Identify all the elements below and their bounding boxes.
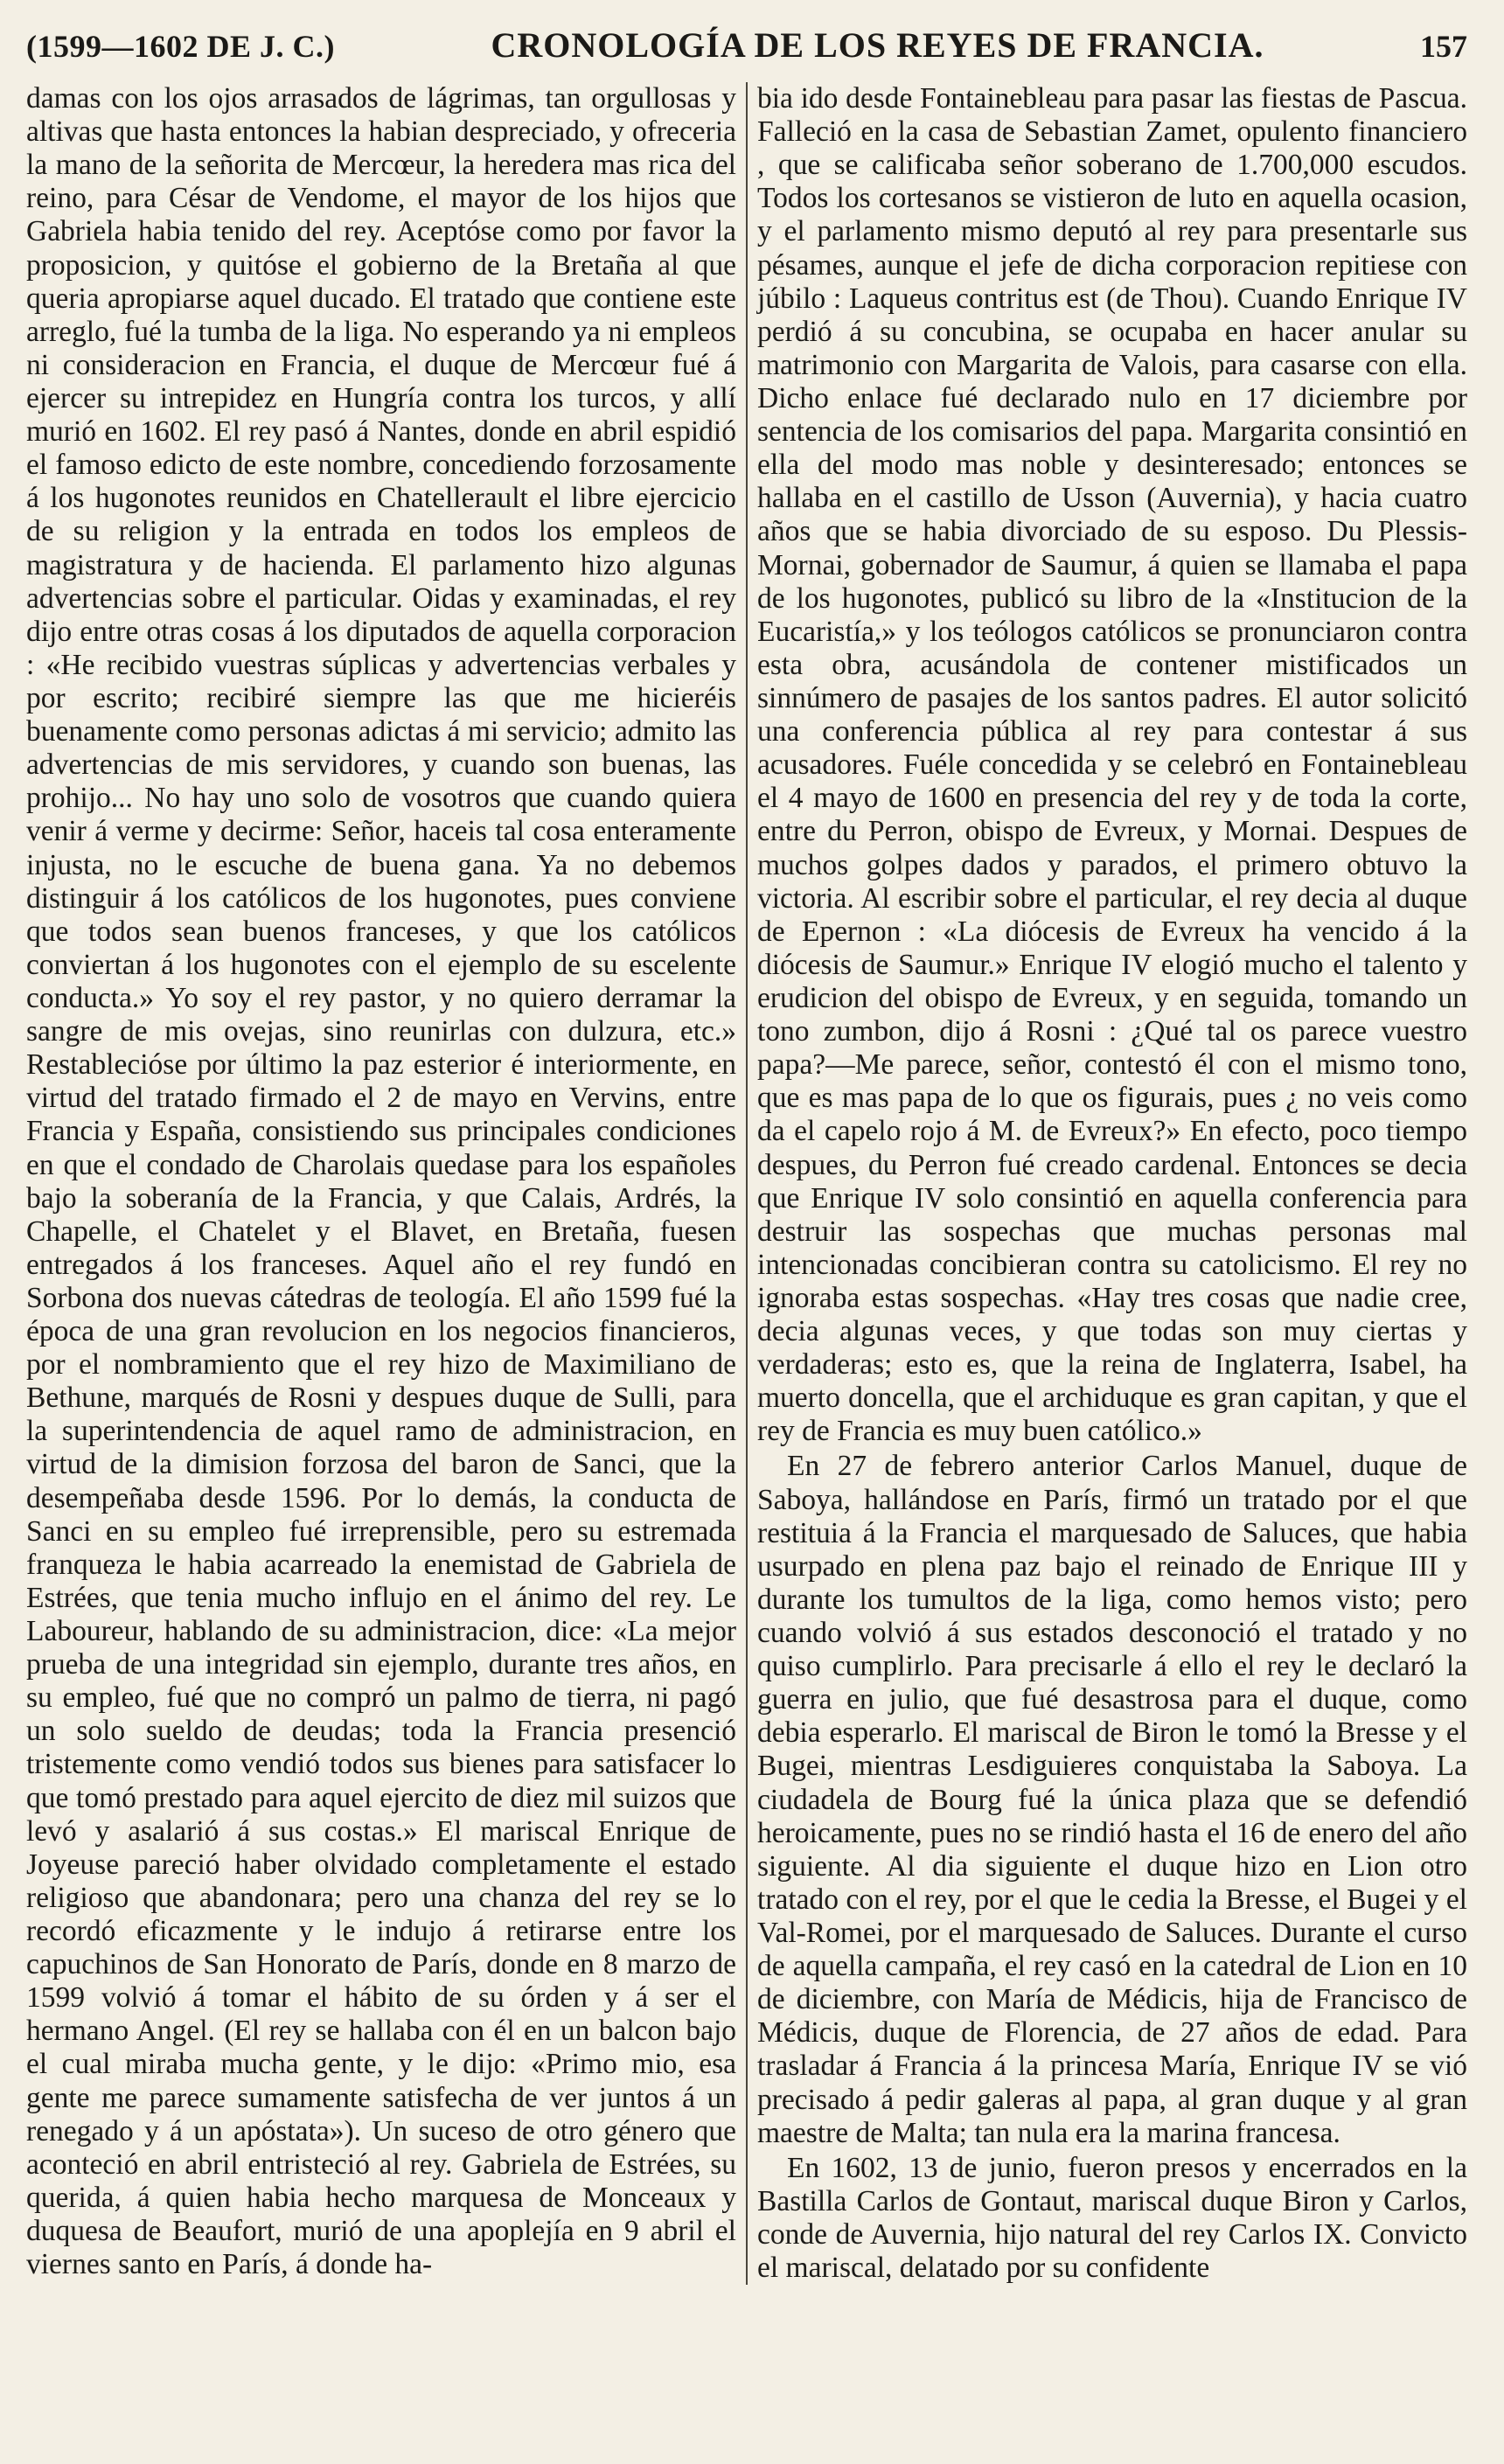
left-column — [26, 82, 736, 2285]
right-paragraph: En 27 de febrero anterior Carlos Manuel, duque de Saboya, hallándose en París, firmó un tratado por el que restituia á la Francia el marquesado de Saluces, que habia usurpado en plena paz bajo el reinado de Enrique III y durante los tumultos de la liga, como hemos visto; pero cuando volvió á sus estados desconoció el tratado y no quiso cumplirlo. Para precisarle á ello el rey le declaró la guerra en julio, que fué desastrosa para el duque, como debia esperarlo. El mariscal de Biron le tomó la Bresse y el Bugei, mientras Lesdiguieres conquistaba la Saboya. La ciudadela de Bourg fué la única plaza que se defendió heroicamente, pues no se rindió hasta el 16 de enero del año siguiente. Al dia siguiente el duque hizo en Lion otro tratado con el rey, por el que le cedia la Bresse, el Bugei y el Val-Romei, por el marquesado de Saluces. Durante el curso de aquella campaña, el rey casó en la catedral de Lion en 10 de diciembre, con María de Médicis, hija de Francisco de Médicis, duque de Florencia, de 27 años de edad. Para trasladar á Francia á la princesa María, Enrique IV se vió precisado á pedir galeras al papa, al gran duque y al gran maestre de Malta; tan nula era la marina francesa. — [757, 1450, 1467, 2149]
right-column — [757, 82, 1467, 2285]
page-header — [26, 24, 1467, 79]
text-columns — [26, 82, 1467, 2285]
column-divider — [746, 82, 748, 2285]
right-paragraph: En 1602, 13 de junio, fueron presos y encerrados en la Bastilla Carlos de Gontaut, mariscal duque Biron y Carlos, conde de Auvernia, hijo natural del rey Carlos IX. Convicto el mariscal, delatado por su confidente — [757, 2151, 1467, 2285]
left-paragraph: damas con los ojos arrasados de lágrimas, tan orgullosas y altivas que hasta entonces la habian despreciado, y ofreceria la mano de la señorita de Mercœur, la heredera mas rica del reino, para César de Vendome, el mayor de los hijos que Gabriela habia tenido del rey. Aceptóse como por favor la proposicion, y quitóse el gobierno de la Bretaña al que queria apropiarse aquel ducado. El tratado que contiene este arreglo, fué la tumba de la liga. No esperando ya ni empleos ni consideracion en Francia, el duque de Mercœur fué á ejercer su intrepidez en Hungría contra los turcos, y allí murió en 1602. El rey pasó á Nantes, donde en abril espidió el famoso edicto de este nombre, concediendo forzosamente á los hugonotes reunidos en Chatellerault el libre ejercicio de su religion y la entrada en todos los empleos de magistratura y de hacienda. El parlamento hizo algunas advertencias sobre el particular. Oidas y examinadas, el rey dijo entre otras cosas á los diputados de aquella corporacion : «He recibido vuestras súplicas y advertencias verbales y por escrito; recibiré siempre las que me hicieréis buenamente como personas adictas á mi servicio; admito las advertencias de mis servidores, y cuando son buenas, las prohijo... No hay uno solo de vosotros que cuando quiera venir á verme y decirme: Señor, haceis tal cosa enteramente injusta, no le escuche de buena gana. Ya no debemos distinguir á los católicos de los hugonotes, pues conviene que todos sean buenos franceses, y que los católicos conviertan á los hugonotes con el ejemplo de su escelente conducta.» Yo soy el rey pastor, y no quiero derramar la sangre de mis ovejas, sino reunirlas con dulzura, etc.» Restablecióse por último la paz esterior é interiormente, en virtud del tratado firmado el 2 de mayo en Vervins, entre Francia y España, consistiendo sus principales condiciones en que el condado de Charolais quedase para los españoles bajo la soberanía de la Francia, y que Calais, Ardrés, la Chapelle, el Chatelet y el Blavet, en Bretaña, fuesen entregados á los franceses. Aquel año el rey fundó en Sorbona dos nuevas cátedras de teología. El año 1599 fué la época de una gran revolucion en los negocios financieros, por el nombramiento que el rey hizo de Maximiliano de Bethune, marqués de Rosni y despues duque de Sulli, para la superintendencia de aquel ramo de administracion, en virtud de la dimision forzosa del baron de Sanci, que la desempeñaba desde 1596. Por lo demás, la conducta de Sanci en su empleo fué irreprensible, pero su estremada franqueza le habia acarreado la enemistad de Gabriela de Estrées, que tenia mucho influjo en el ánimo del rey. Le Laboureur, hablando de su administracion, dice: «La mejor prueba de una integridad sin ejemplo, durante tres años, en su empleo, fué que no compró un palmo de tierra, ni pagó un solo sueldo de deudas; toda la Francia presenció tristemente como vendió todos sus bienes para satisfacer lo que tomó prestado para aquel ejercito de diez mil suizos que levó y asalarió á sus costas.» El mariscal Enrique de Joyeuse pareció haber olvidado completamente el estado religioso que abandonara; pero una chanza del rey se lo recordó eficazmente y le indujo á retirarse entre los capuchinos de San Honorato de París, donde en 8 marzo de 1599 volvió á tomar el hábito de su órden y á ser el hermano Angel. (El rey se hallaba con él en un balcon bajo el cual miraba mucha gente, y le dijo: «Primo mio, esa gente me parece sumamente satisfecha de ver juntos á un renegado y á un apóstata»). Un suceso de otro género que aconteció en abril entristeció al rey. Gabriela de Estrées, su querida, á quien habia hecho marquesa de Monceaux y duquesa de Beaufort, murió de una apoplejía en 9 abril el viernes santo en París, á donde ha- — [26, 82, 736, 2281]
page-number: 157 — [1419, 29, 1467, 64]
year-range: (1599—1602 DE J. C.) — [26, 29, 335, 64]
running-title: CRONOLOGÍA DE LOS REYES DE FRANCIA. — [491, 25, 1264, 65]
right-paragraph: bia ido desde Fontainebleau para pasar las fiestas de Pascua. Falleció en la casa de Sebastian Zamet, opulento financiero , que se calificaba señor soberano de 1.700,000 escudos. Todos los cortesanos se vistieron de luto en aquella ocasion, y el parlamento mismo deputó al rey para presentarle sus pésames, aunque el jefe de dicha corporacion repitiese con júbilo : Laqueus contritus est (de Thou). Cuando Enrique IV perdió á su concubina, se ocupaba en hacer anular su matrimonio con Margarita de Valois, para casarse con ella. Dicho enlace fué declarado nulo en 17 diciembre por sentencia de los comisarios del papa. Margarita consintió en ella del modo mas noble y desinteresado; entonces se hallaba en el castillo de Usson (Auvernia), y hacia cuatro años que se habia divorciado de su esposo. Du Plessis-Mornai, gobernador de Saumur, á quien se llamaba el papa de los hugonotes, publicó su libro de la «Institucion de la Eucaristía,» y los teólogos católicos se pronunciaron contra esta obra, acusándola de contener mistificados un sinnúmero de pasajes de los santos padres. El autor solicitó una conferencia pública al rey para contestar á sus acusadores. Fuéle concedida y se celebró en Fontainebleau el 4 mayo de 1600 en presencia del rey y de toda la corte, entre du Perron, obispo de Evreux, y Mornai. Despues de muchos golpes dados y parados, el primero obtuvo la victoria. Al escribir sobre el particular, el rey decia al duque de Epernon : «La diócesis de Evreux ha vencido á la diócesis de Saumur.» Enrique IV elogió mucho el talento y erudicion del obispo de Evreux, y en seguida, tomando un tono zumbon, dijo á Rosni : ¿Qué tal os parece vuestro papa?—Me parece, señor, contestó él con el mismo tono, que es mas papa de lo que os figurais, pues ¿ no veis como da el capelo rojo á M. de Evreux?» En efecto, poco tiempo despues, du Perron fué creado cardenal. Entonces se decia que Enrique IV solo consintió en aquella conferencia para destruir las sospechas que muchas personas mal intencionadas concibieran contra su catolicismo. El rey no ignoraba estas sospechas. «Hay tres cosas que nadie cree, decia algunas veces, y que todas son muy ciertas y verdaderas; esto es, que la reina de Inglaterra, Isabel, ha muerto doncella, que el archiduque es gran capitan, y que el rey de Francia es muy buen católico.» — [757, 82, 1467, 1448]
